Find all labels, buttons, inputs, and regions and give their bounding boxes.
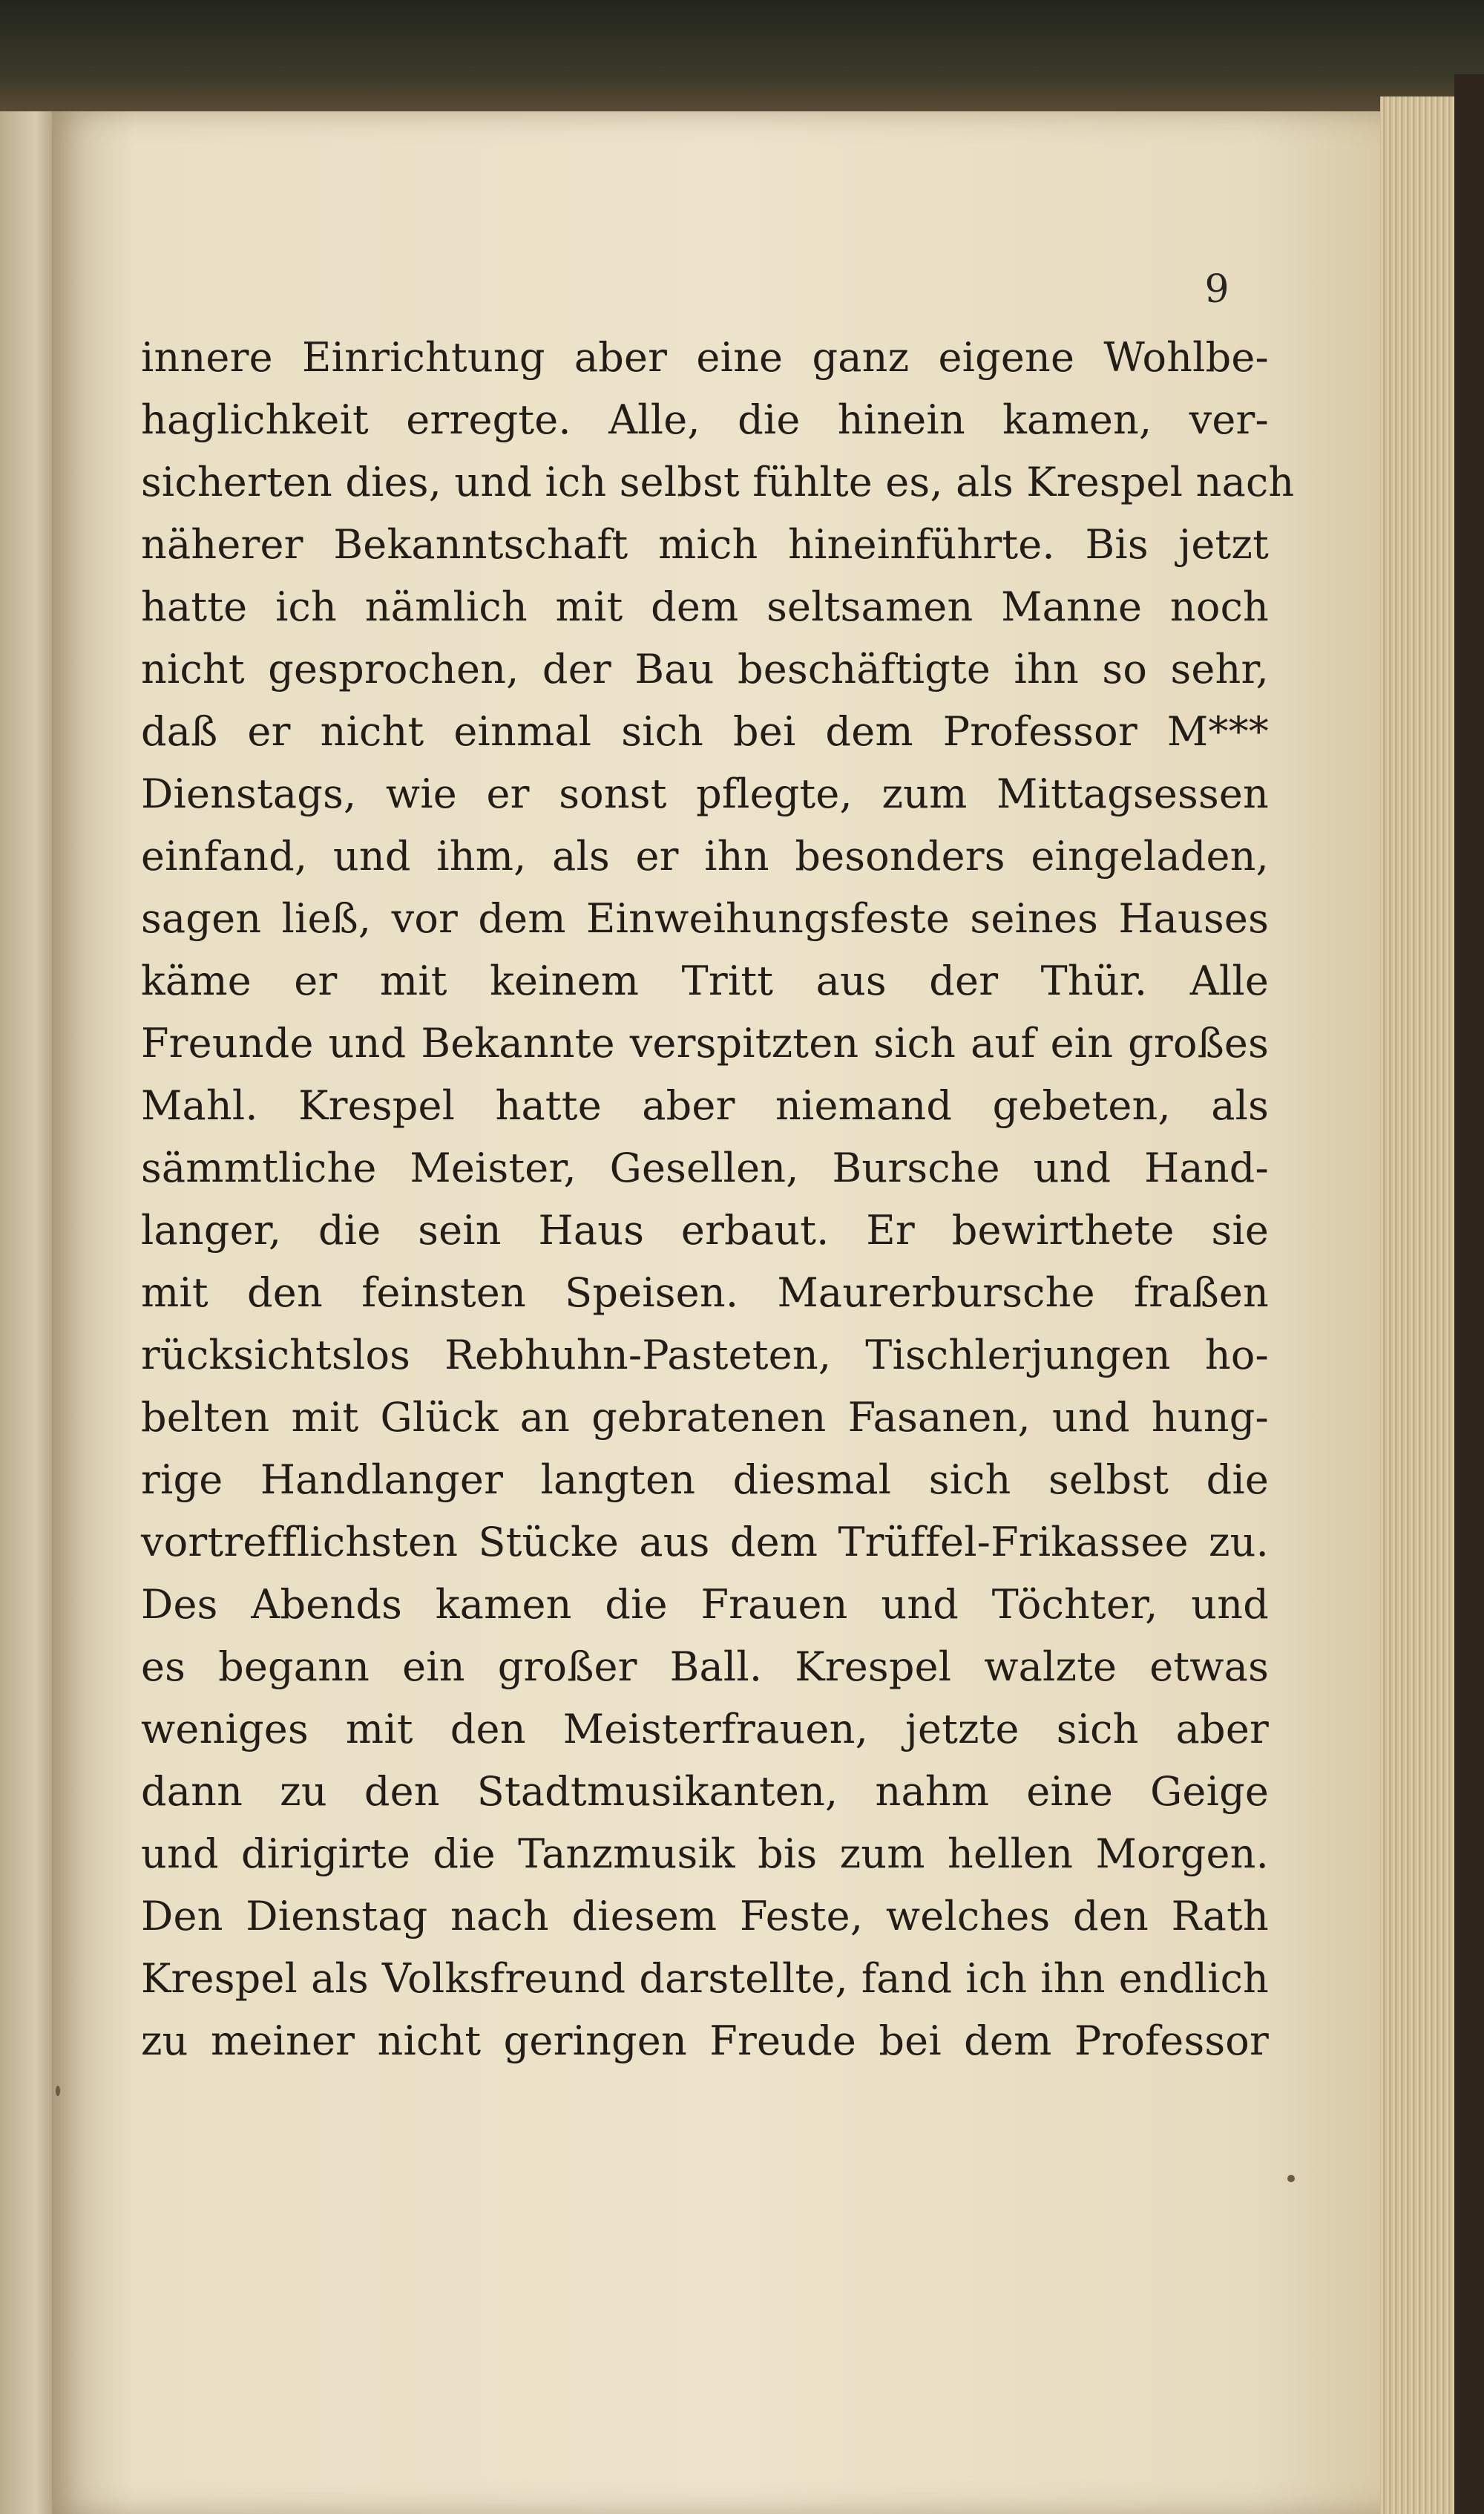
- text-line: Freunde und Bekannte verspitzten sich auf ein großes: [141, 1020, 1269, 1067]
- text-line: hatte ich nämlich mit dem seltsamen Manne noch: [141, 583, 1269, 630]
- text-line: langer, die sein Haus erbaut. Er bewirthete sie: [141, 1207, 1269, 1254]
- text-line: Krespel als Volksfreund darstellte, fand ich ihn endlich: [141, 1955, 1269, 2002]
- text-line: dann zu den Stadtmusikanten, nahm eine Geige: [141, 1768, 1269, 1815]
- text-line: Des Abends kamen die Frauen und Töchter, und: [141, 1581, 1269, 1628]
- page-stack-edges: [1380, 96, 1454, 2514]
- text-line: sicherten dies, und ich selbst fühlte es, als Krespel nach: [141, 459, 1295, 505]
- text-line: Dienstags, wie er sonst pflegte, zum Mittagsessen: [141, 770, 1269, 817]
- facing-page-edge: [0, 111, 59, 2514]
- text-line: innere Einrichtung aber eine ganz eigene Wohlbe-: [141, 334, 1269, 381]
- text-line: Den Dienstag nach diesem Feste, welches den Rath: [141, 1893, 1269, 1939]
- text-line: es begann ein großer Ball. Krespel walzte etwas: [141, 1643, 1269, 1690]
- book-cover-right: [1454, 74, 1484, 2514]
- text-line: und dirigirte die Tanzmusik bis zum hellen Morgen.: [141, 1830, 1269, 1877]
- text-line: mit den feinsten Speisen. Maurerbursche fraßen: [141, 1269, 1269, 1316]
- text-line: rücksichtslos Rebhuhn-Pasteten, Tischlerjungen ho-: [141, 1332, 1269, 1378]
- text-line: näherer Bekanntschaft mich hineinführte. Bis jetzt: [141, 521, 1269, 568]
- text-line: zu meiner nicht geringen Freude bei dem Professor: [141, 2017, 1269, 2064]
- text-line: weniges mit den Meisterfrauen, jetzte sich aber: [141, 1706, 1269, 1752]
- text-line: rige Handlanger langten diesmal sich selbst die: [141, 1456, 1269, 1503]
- text-line: sämmtliche Meister, Gesellen, Bursche und Hand-: [141, 1145, 1269, 1191]
- text-line: belten mit Glück an gebratenen Fasanen, und hung-: [141, 1394, 1269, 1441]
- body-text: [141, 327, 1295, 2072]
- page-number: 9: [1204, 267, 1229, 312]
- book-cover-top: [0, 0, 1484, 111]
- text-line: haglichkeit erregte. Alle, die hinein kamen, ver-: [141, 396, 1269, 443]
- text-line: daß er nicht einmal sich bei dem Professor M***: [141, 708, 1269, 755]
- text-line: käme er mit keinem Tritt aus der Thür. Alle: [141, 958, 1269, 1004]
- paper-speck: [1287, 2175, 1295, 2182]
- text-line: sagen ließ, vor dem Einweihungsfeste seines Hauses: [141, 895, 1269, 942]
- text-line: Mahl. Krespel hatte aber niemand gebeten, als: [141, 1082, 1269, 1129]
- text-line: einfand, und ihm, als er ihn besonders eingeladen,: [141, 833, 1269, 880]
- paper-speck: [56, 2086, 60, 2096]
- text-line: vortrefflichsten Stücke aus dem Trüffel-Frikassee zu.: [141, 1519, 1269, 1565]
- text-line: nicht gesprochen, der Bau beschäftigte ihn so sehr,: [141, 646, 1269, 693]
